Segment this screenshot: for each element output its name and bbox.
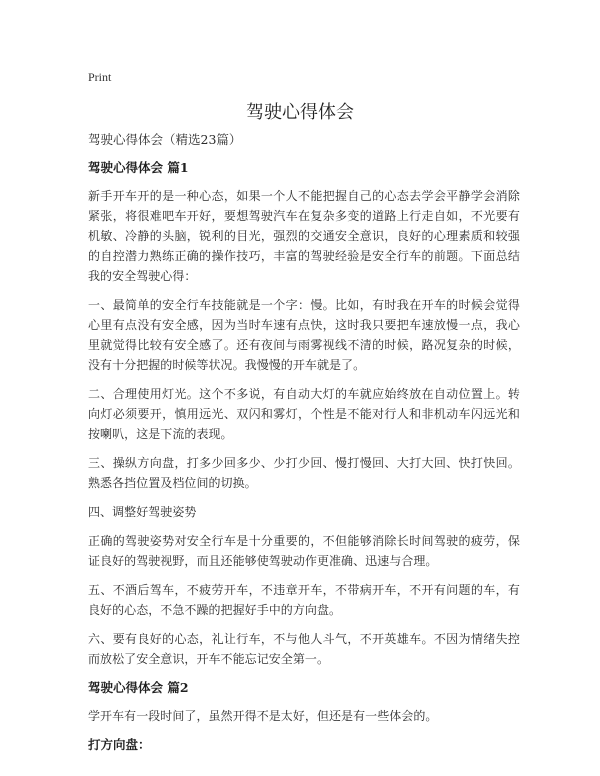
paragraph: 正确的驾驶姿势对安全行车是十分重要的，不但能够消除长时间驾驶的疲劳，保证良好的驾驶视野，而且还能够使驾驶动作更准确、迅速与合理。: [88, 534, 520, 568]
paragraph: 二、合理使用灯光。这个不多说，有自动大灯的车就应始终放在自动位置上。转向灯必须要开，慎用远光、双闪和雾灯，个性是不能对行人和非机动车闪远光和按喇叭，这是下流的表现。: [88, 387, 520, 441]
section-heading: 驾驶心得体会 篇2: [88, 680, 189, 695]
document-title: 驾驶心得体会: [246, 102, 354, 123]
section-2: [88, 678, 520, 726]
paragraph: 三、操纵方向盘，打多少回多少、少打少回、慢打慢回、大打大回、快打快回。熟悉各挡位置及档位间的切换。: [88, 456, 520, 490]
paragraph: 一、最简单的安全行车技能就是一个字：慢。比如，有时我在开车的时候会觉得心里有点没有安全感，因为当时车速有点快，这时我只要把车速放慢一点，我心里就觉得比较有安全感了。还有夜间与雨雾视线不清的时候，路况复杂的时候，没有十分把握的时候等状况。我慢慢的开车就是了。: [88, 298, 520, 372]
document-subtitle: 驾驶心得体会（精选23篇）: [88, 132, 242, 147]
paragraph: 学开车有一段时间了，虽然开得不是太好，但还是有一些体会的。: [88, 709, 438, 723]
paragraph: 六、要有良好的心态，礼让行车，不与他人斗气，不开英雄车。不因为情绪失控而放松了安全意识，开车不能忘记安全第一。: [88, 632, 520, 666]
paragraph: 新手开车开的是一种心态，如果一个人不能把握自己的心态去学会平静学会消除紧张，将很难吧车开好，要想驾驶汽车在复杂多变的道路上行走自如，不光要有机敏、冷静的头脑，锐利的目光，强烈的交通安全意识，良好的心理素质和较强的自控潜力熟练正确的操作技巧，丰富的驾驶经验是安全行车的前题。下面总结我的安全驾驶心得：: [88, 189, 520, 283]
section-heading: 打方向盘：: [88, 737, 151, 752]
section-1: [88, 158, 520, 669]
section-3: [88, 735, 520, 755]
document-body: [88, 130, 520, 763]
paragraph: 四、调整好驾驶姿势: [88, 505, 197, 519]
section-heading: 驾驶心得体会 篇1: [88, 160, 189, 175]
paragraph: 五、不酒后驾车，不疲劳开车，不违章开车，不带病开车，不开有问题的车，有良好的心态，不急不躁的把握好手中的方向盘。: [88, 583, 520, 617]
print-link[interactable]: Print: [88, 70, 112, 84]
